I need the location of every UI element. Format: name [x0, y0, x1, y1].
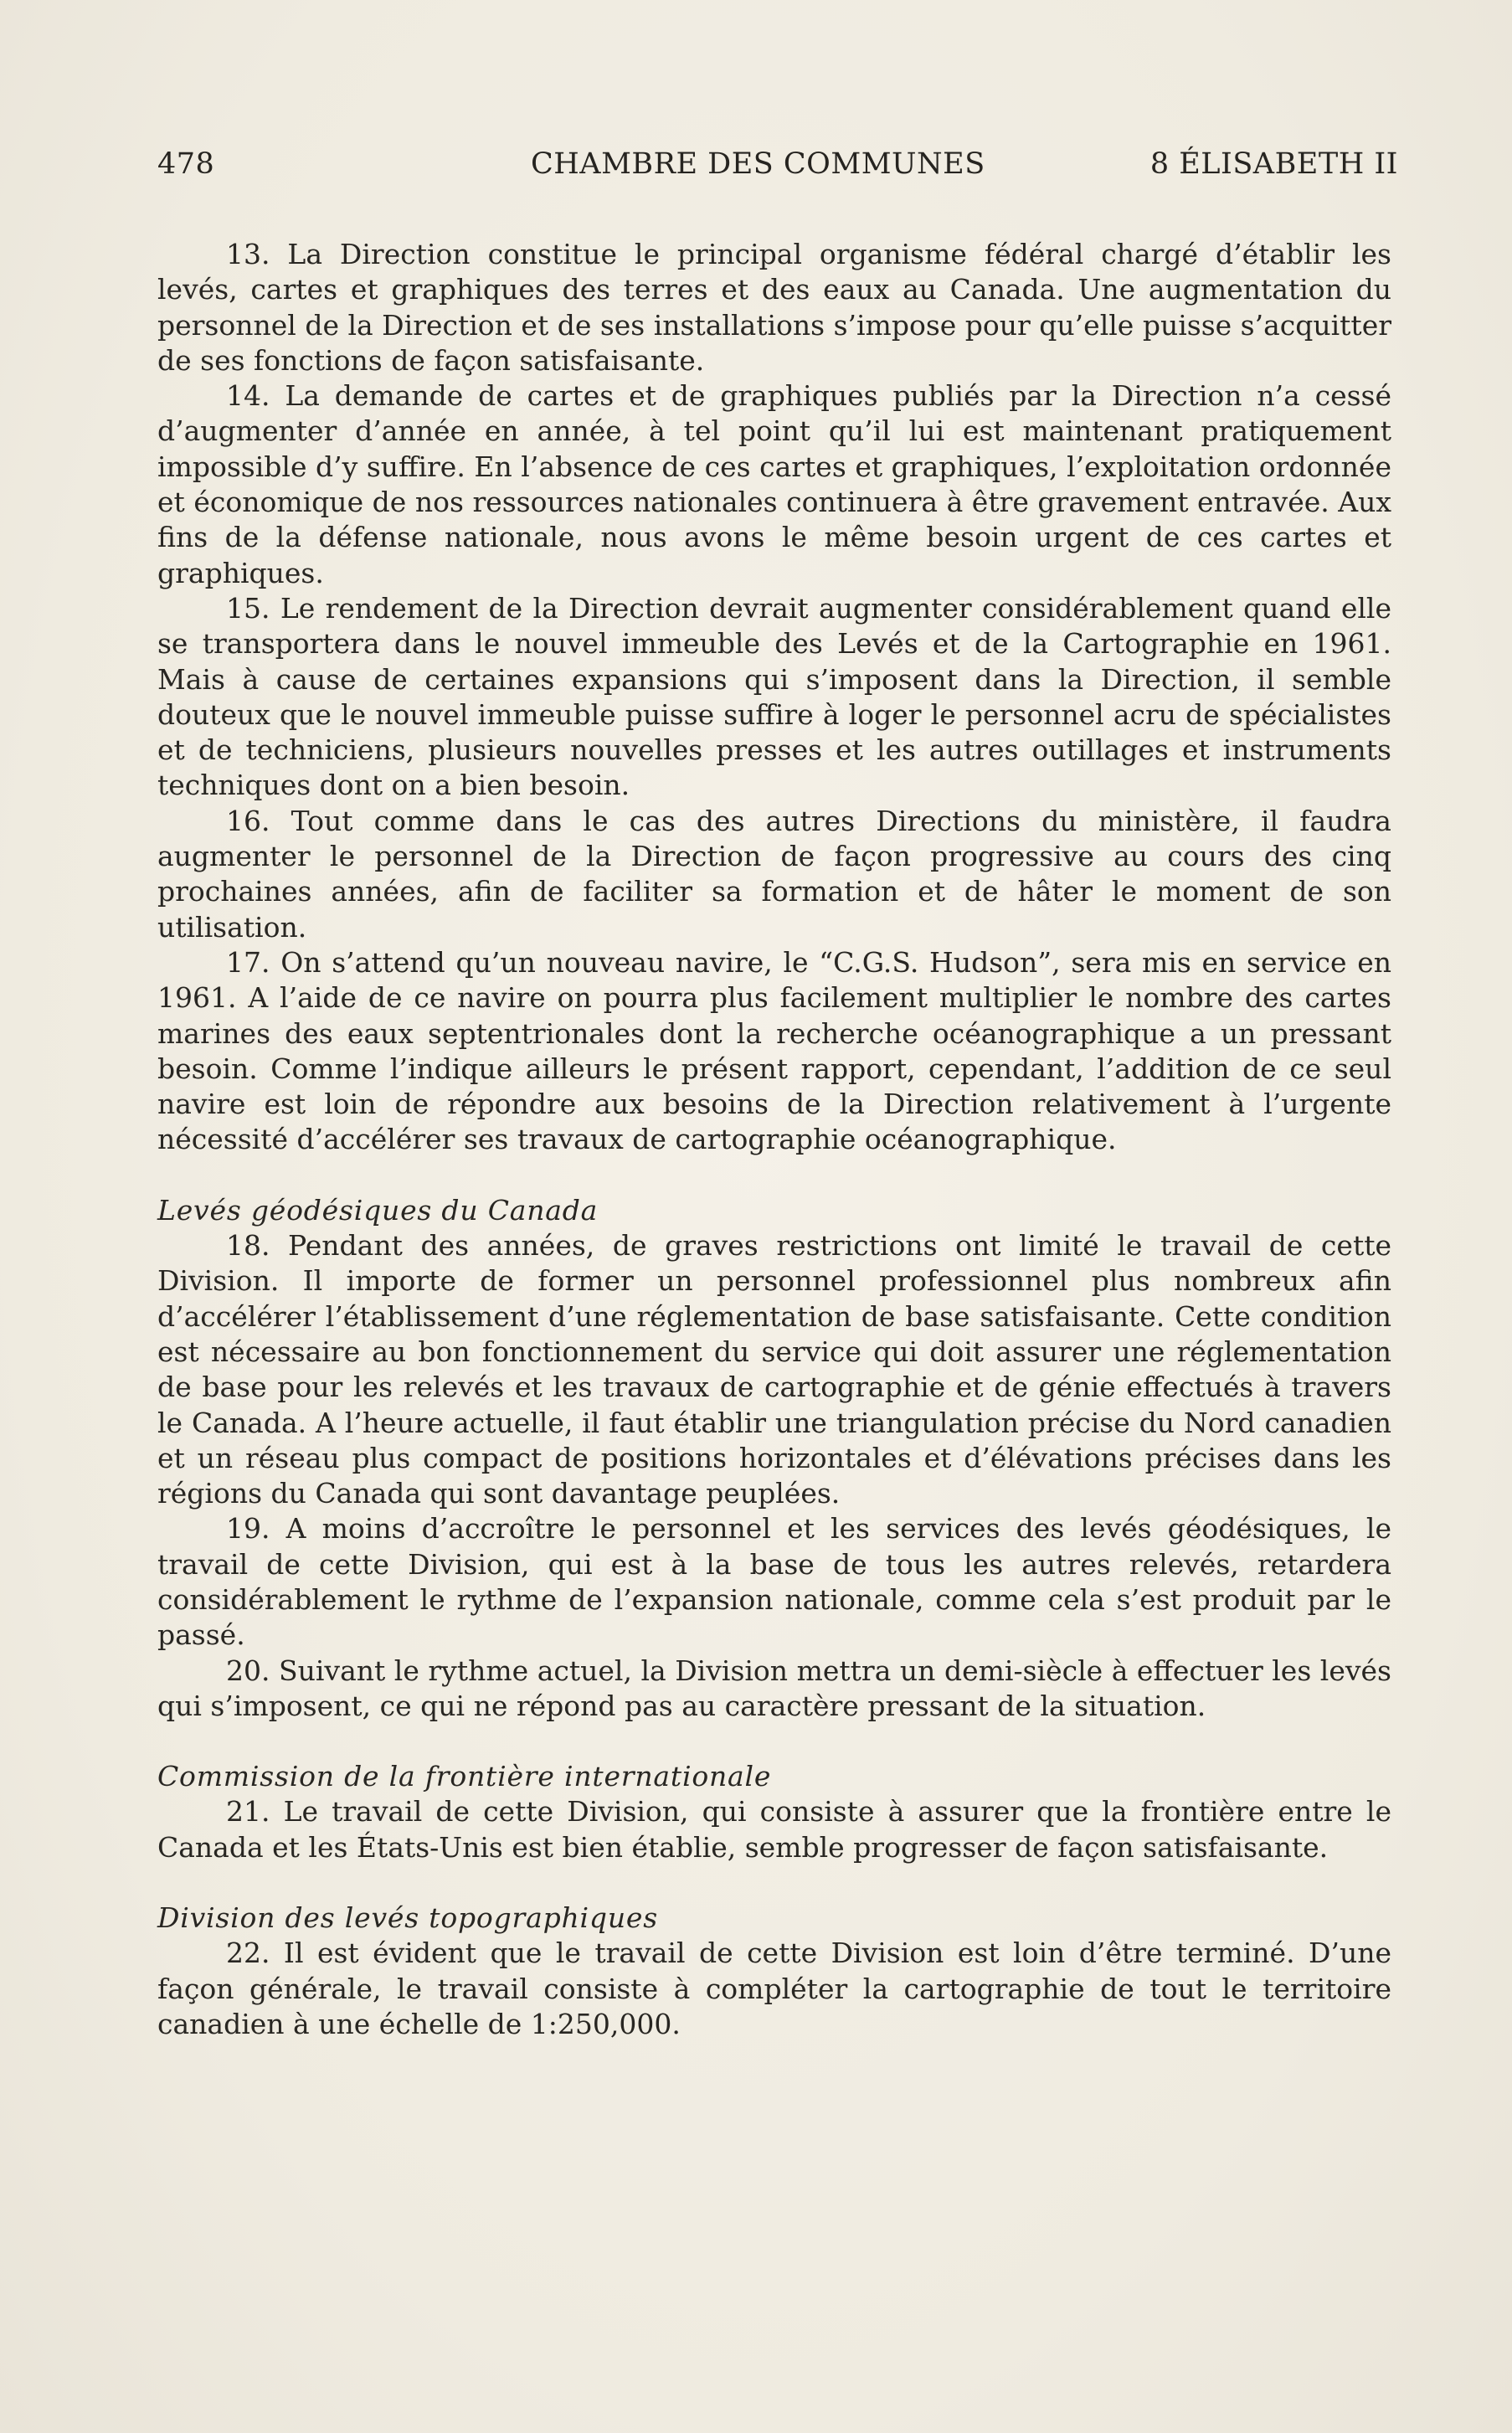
section-heading-topographic: Division des levés topographiques	[157, 1901, 658, 1935]
paragraph-14: 14. La demande de cartes et de graphiques publiés par la Direction n’a cessé d’augmenter d’année en année, à tel point qu’il lui est maintenant pratiquement impossible d’y suffire. En l’absence de ces cartes et graphiques, l’exploitation ordonnée et économique de nos ressources nationales continuera à être gravement entravée. Aux fins de la défense nationale, nous avons le même besoin urgent de ces cartes et graphiques.	[157, 379, 1391, 589]
paragraph-13: 13. La Direction constitue le principal organisme fédéral chargé d’établir les levés, cartes et graphiques des terres et des eaux au Canada. Une augmentation du personnel de la Direction et de ses installations s’impose pour qu’elle puisse s’acquitter de ses fonctions de façon satisfaisante.	[157, 238, 1391, 377]
section-heading-boundary: Commission de la frontière internationale	[157, 1760, 772, 1793]
page-number: 478	[157, 147, 215, 181]
paragraph-20: 20. Suivant le rythme actuel, la Division mettra un demi-siècle à effectuer les levés qui s’imposent, ce qui ne répond pas au caractère pressant de la situation.	[157, 1654, 1391, 1722]
paragraph-18: 18. Pendant des années, de graves restrictions ont limité le travail de cette Division. Il importe de former un personnel professionnel plus nombreux afin d’accélérer l’établissement d’une réglementation de base satisfaisante. Cette condition est nécessaire au bon fonctionnement du service qui doit assurer une réglementation de base pour les relevés et les travaux de cartographie et de génie effectués à travers le Canada. A l’heure actuelle, il faut établir une triangulation précise du Nord canadien et un réseau plus compact de positions horizontales et d’élévations précises dans les régions du Canada qui sont davantage peuplées.	[157, 1229, 1391, 1510]
section-heading-geodetic: Levés géodésiques du Canada	[157, 1193, 599, 1227]
paragraph-16: 16. Tout comme dans le cas des autres Directions du ministère, il faudra augmenter le personnel de la Direction de façon progressive au cours des cinq prochaines années, afin de faciliter sa formation et de hâter le moment de son utilisation.	[157, 804, 1391, 944]
header-reign: 8 ÉLISABETH II	[1149, 147, 1398, 181]
header-chamber-title: CHAMBRE DES COMMUNES	[531, 147, 985, 181]
document-body	[157, 237, 1391, 2042]
paragraph-19: 19. A moins d’accroître le personnel et les services des levés géodésiques, le travail de cette Division, qui est à la base de tous les autres relevés, retardera considérablement le rythme de l’expansion nationale, comme cela s’est produit par le passé.	[157, 1512, 1391, 1652]
paragraph-21: 21. Le travail de cette Division, qui consiste à assurer que la frontière entre le Canada et les États-Unis est bien établie, semble progresser de façon satisfaisante.	[157, 1795, 1391, 1864]
paragraph-17: 17. On s’attend qu’un nouveau navire, le “C.G.S. Hudson”, sera mis en service en 1961. A l’aide de ce navire on pourra plus facilement multiplier le nombre des cartes marines des eaux septentrionales dont la recherche océanographique a un pressant besoin. Comme l’indique ailleurs le présent rapport, cependant, l’addition de ce seul navire est loin de répondre aux besoins de la Direction relativement à l’urgente nécessité d’accélérer ses travaux de cartographie océanographique.	[157, 945, 1391, 1156]
running-header	[157, 147, 1398, 188]
paragraph-22: 22. Il est évident que le travail de cette Division est loin d’être terminé. D’une façon générale, le travail consiste à compléter la cartographie de tout le territoire canadien à une échelle de 1:250,000.	[157, 1937, 1391, 2040]
paragraph-15: 15. Le rendement de la Direction devrait augmenter considérablement quand elle se transportera dans le nouvel immeuble des Levés et de la Cartographie en 1961. Mais à cause de certaines expansions qui s’imposent dans la Direction, il semble douteux que le nouvel immeuble puisse suffire à loger le personnel acru de spécialistes et de techniciens, plusieurs nouvelles presses et les autres outillages et instruments techniques dont on a bien besoin.	[157, 591, 1391, 802]
